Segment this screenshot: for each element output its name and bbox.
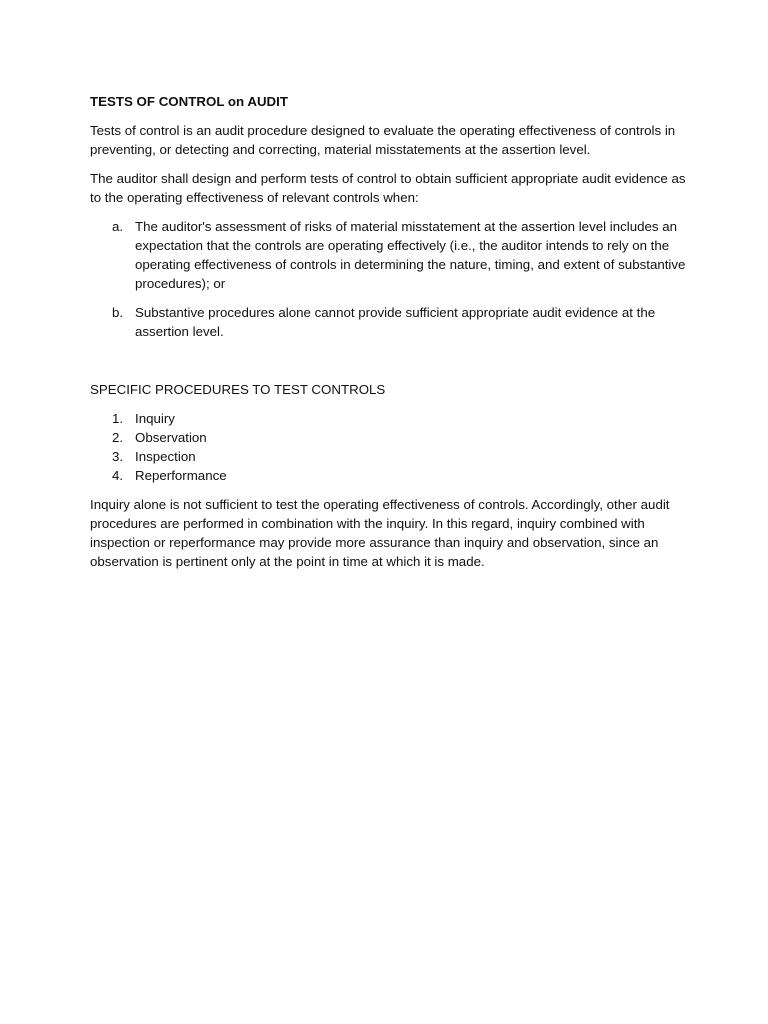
list-item [90, 303, 690, 341]
list-item-text: Inspection [135, 449, 196, 464]
list-marker: 3. [112, 449, 124, 464]
list-marker: 4. [112, 468, 124, 483]
list-item-text: Substantive procedures alone cannot provide sufficient appropriate audit evidence at the assertion level. [135, 305, 656, 339]
intro-paragraph: Tests of control is an audit procedure designed to evaluate the operating effectiveness of controls in preventing, or detecting and correcting, material misstatements at the assertion level. [90, 123, 676, 157]
list-item-text: Reperformance [135, 468, 227, 483]
procedures-list [90, 409, 690, 485]
requirement-paragraph: The auditor shall design and perform tests of control to obtain sufficient appropriate audit evidence as to the operating effectiveness of relevant controls when: [90, 171, 686, 205]
closing-paragraph: Inquiry alone is not sufficient to test the operating effectiveness of controls. Accordingly, other audit procedures are performed in combination with the inquiry. In this regard, inquiry combined with inspection or reperformance may provide more assurance than inquiry and observation, since an observation is pertinent only at the point in time at which it is made. [90, 497, 670, 569]
list-item [90, 217, 690, 293]
list-item [90, 409, 690, 428]
list-marker: a. [112, 219, 124, 234]
document-title: TESTS OF CONTROL on AUDIT [90, 94, 288, 109]
conditions-list [90, 217, 690, 341]
document-page [90, 92, 690, 581]
list-marker: b. [112, 305, 124, 320]
list-item-text: Observation [135, 430, 207, 445]
list-item [90, 447, 690, 466]
list-item-text: The auditor's assessment of risks of material misstatement at the assertion level includes an expectation that the controls are operating effectively (i.e., the auditor intends to rely on the operating effectiveness of controls in determining the nature, timing, and extent of substantive procedures); or [135, 219, 686, 291]
list-item [90, 428, 690, 447]
list-marker: 2. [112, 430, 124, 445]
list-item [90, 466, 690, 485]
list-item-text: Inquiry [135, 411, 175, 426]
section-spacer [90, 351, 690, 380]
list-marker: 1. [112, 411, 124, 426]
procedures-heading: SPECIFIC PROCEDURES TO TEST CONTROLS [90, 382, 386, 397]
